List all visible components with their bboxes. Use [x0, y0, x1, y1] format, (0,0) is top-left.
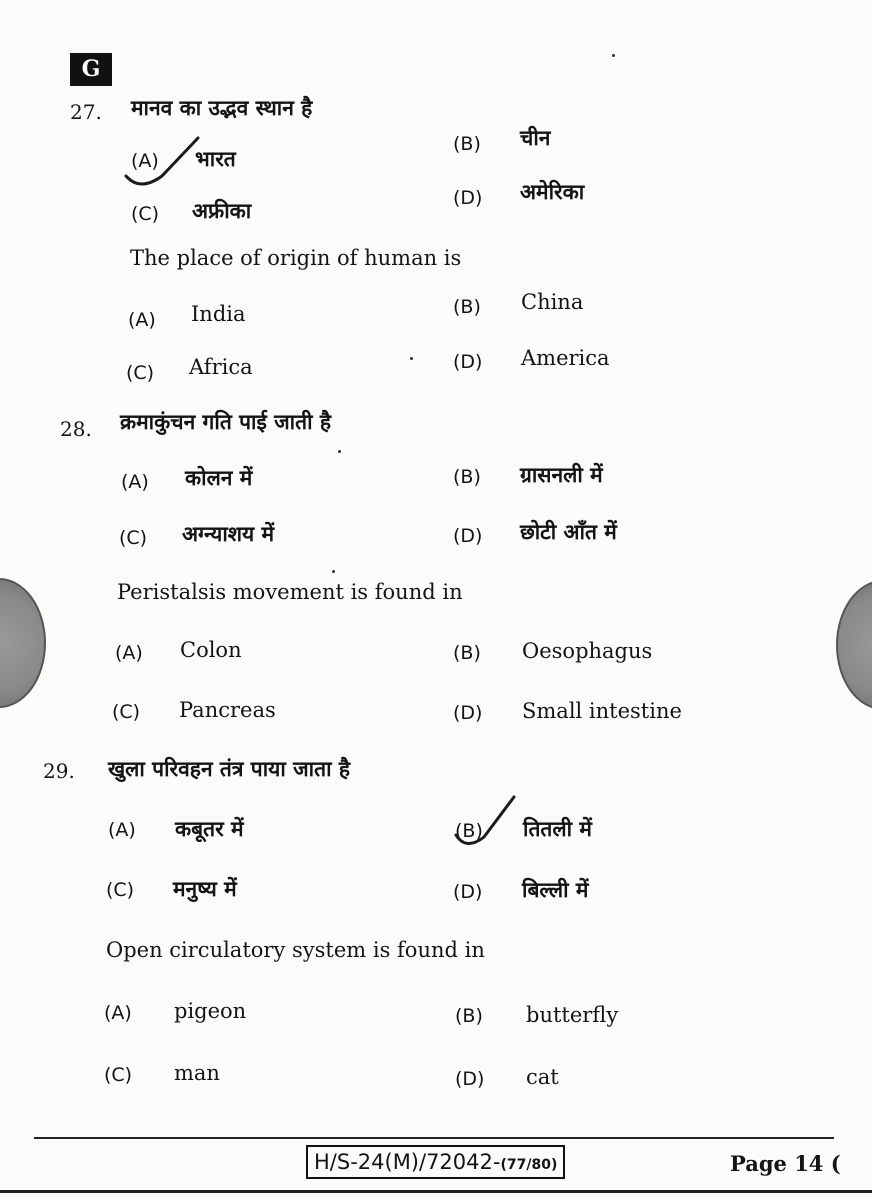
- option-text: ग्रासनली में: [520, 463, 603, 487]
- option-label: (A): [108, 819, 136, 841]
- question-stem-english: The place of origin of human is: [130, 246, 462, 270]
- option-text: pigeon: [174, 999, 247, 1023]
- option-text: अमेरिका: [520, 180, 585, 204]
- speck: [338, 450, 341, 453]
- option-label: (B): [455, 1005, 483, 1027]
- question-number: 28.: [60, 417, 92, 441]
- option-text: cat: [526, 1065, 559, 1089]
- option-label: (C): [119, 527, 148, 549]
- option-label: (A): [128, 309, 156, 331]
- option-text: America: [521, 346, 610, 370]
- option-text: Africa: [189, 355, 253, 379]
- option-text: Oesophagus: [522, 639, 653, 663]
- option-text: Pancreas: [179, 698, 276, 722]
- footer-rule: [34, 1137, 834, 1139]
- option-label: (B): [453, 642, 481, 664]
- question-stem-hindi: खुला परिवहन तंत्र पाया जाता है: [108, 757, 350, 781]
- handwritten-tick-mark: [120, 132, 210, 192]
- option-label: (D): [453, 881, 483, 903]
- question-number: 29.: [43, 759, 75, 783]
- option-label: (C): [131, 203, 160, 225]
- option-label: (A): [131, 150, 159, 172]
- option-text: China: [521, 290, 584, 314]
- option-text: India: [191, 302, 246, 326]
- option-label: (C): [106, 879, 135, 901]
- option-label: (D): [453, 351, 483, 373]
- option-text: तितली में: [523, 817, 592, 841]
- paper-code-text: H/S-24(M)/72042-: [314, 1150, 501, 1174]
- option-label: (D): [453, 702, 483, 724]
- option-label: (B): [455, 820, 483, 842]
- right-punch-hole: [836, 580, 872, 710]
- option-text: कबूतर में: [175, 817, 244, 841]
- option-text: अफ्रीका: [192, 199, 252, 223]
- handwritten-tick-mark: [452, 795, 522, 855]
- section-label: G: [70, 53, 112, 86]
- option-label: (D): [453, 187, 483, 209]
- option-label: (D): [455, 1068, 485, 1090]
- option-label: (D): [453, 525, 483, 547]
- option-label: (A): [121, 471, 149, 493]
- option-text: man: [174, 1061, 220, 1085]
- question-stem-hindi: क्रमाकुंचन गति पाई जाती है: [120, 410, 331, 434]
- option-label: (B): [453, 133, 481, 155]
- speck: [332, 570, 335, 573]
- option-text: चीन: [520, 126, 551, 150]
- question-number: 27.: [70, 100, 102, 124]
- option-label: (B): [453, 466, 481, 488]
- speck: [612, 54, 615, 57]
- question-stem-english: Open circulatory system is found in: [106, 938, 485, 962]
- bottom-edge-rule: [0, 1190, 872, 1193]
- option-label: (B): [453, 296, 481, 318]
- question-stem-english: Peristalsis movement is found in: [117, 580, 463, 604]
- option-label: (A): [115, 642, 143, 664]
- option-text: अग्न्याशय में: [182, 522, 275, 546]
- question-stem-hindi: मानव का उद्भव स्थान है: [131, 96, 313, 120]
- paper-code-suffix: (77/80): [500, 1157, 558, 1173]
- option-text: भारत: [195, 147, 236, 171]
- option-label: (C): [104, 1064, 133, 1086]
- option-text: कोलन में: [185, 466, 253, 490]
- option-text: छोटी आँत में: [520, 520, 617, 544]
- option-label: (C): [112, 701, 141, 723]
- speck: [410, 357, 413, 360]
- option-text: Small intestine: [522, 699, 682, 723]
- option-label: (C): [126, 362, 155, 384]
- page-number: Page 14 (: [730, 1151, 841, 1176]
- option-text: butterfly: [526, 1003, 619, 1027]
- option-text: मनुष्य में: [173, 877, 237, 901]
- left-punch-hole: [0, 578, 46, 708]
- paper-code: [306, 1145, 565, 1179]
- option-text: Colon: [180, 638, 242, 662]
- option-text: बिल्ली में: [522, 878, 589, 902]
- option-label: (A): [104, 1002, 132, 1024]
